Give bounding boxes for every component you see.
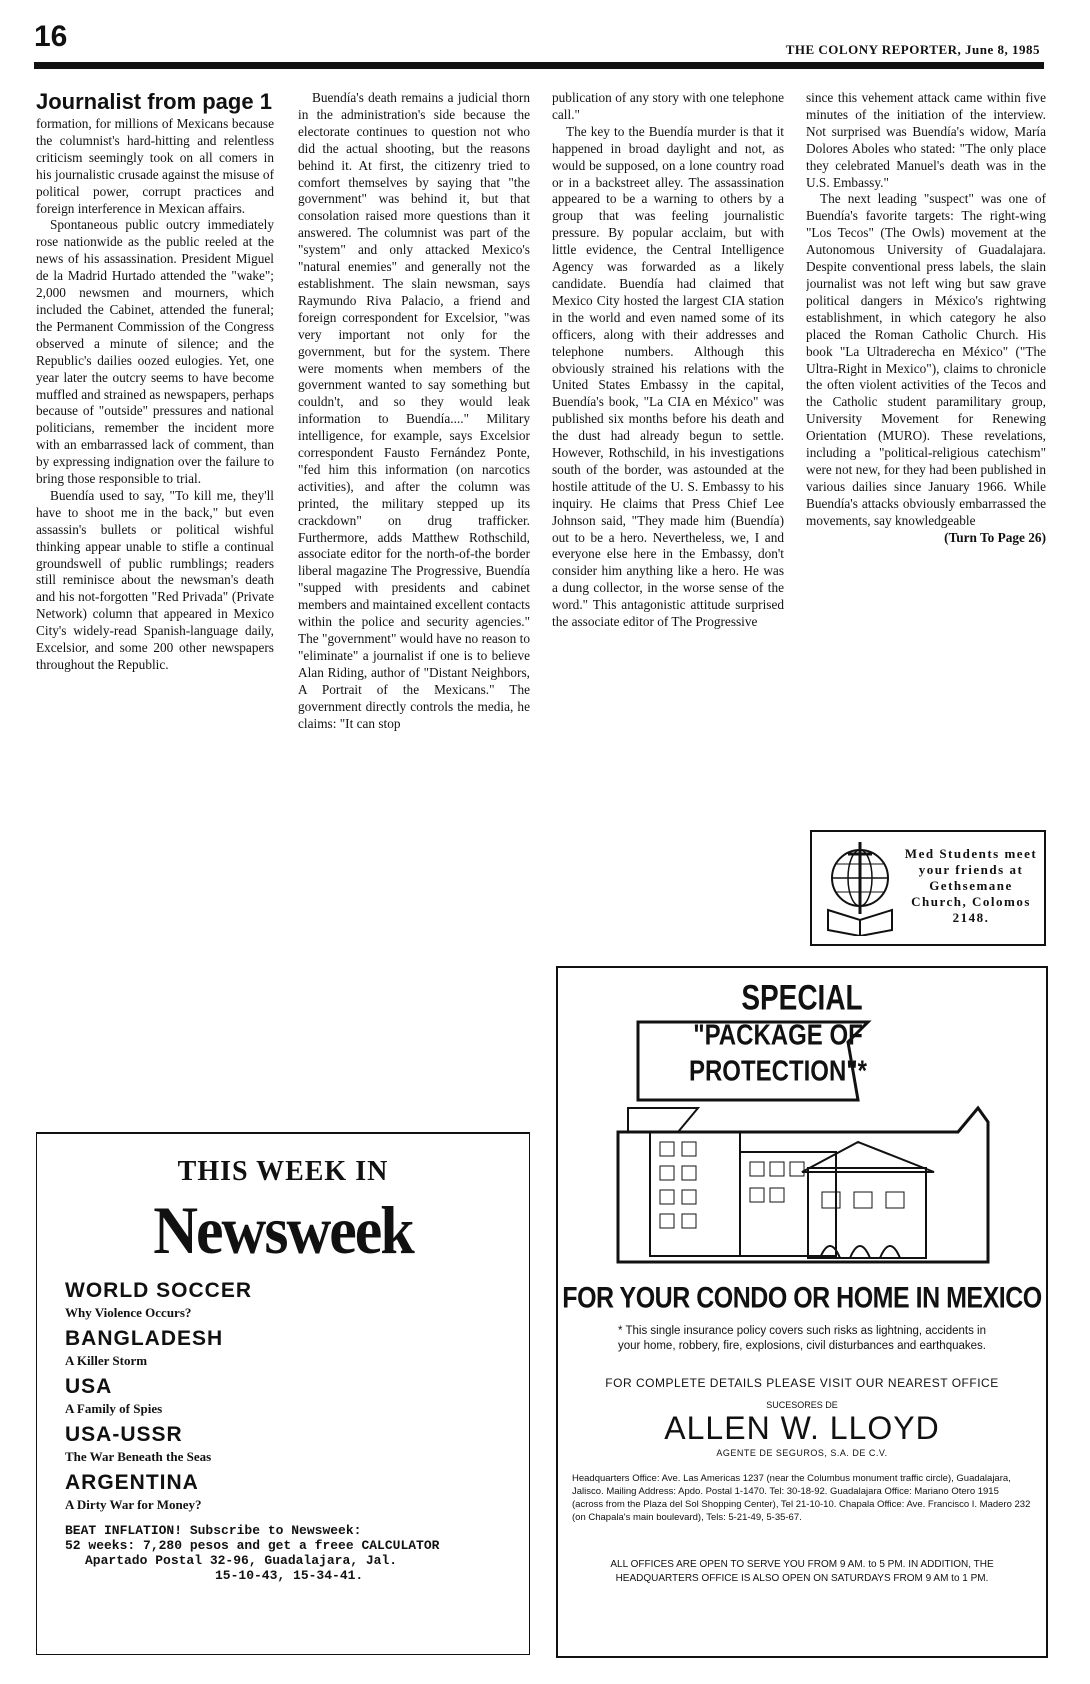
insurance-headline: FOR YOUR CONDO OR HOME IN MEXICO [562,1281,1042,1315]
newsweek-subscribe-line: 52 weeks: 7,280 pesos and get a freee CALCULATOR [65,1538,440,1553]
med-students-text: Med Students meet your friends at Gethsemane Church, Colomos 2148. [904,846,1038,925]
article-column-2 [298,90,530,1110]
newsweek-topic: USA [65,1375,113,1398]
insurance-company: ALLEN W. LLOYD [664,1410,940,1446]
insurance-ad [556,966,1048,1658]
insurance-offices: Headquarters Office: Ave. Las Americas 1237 (near the Columbus monument traffic circle), Guadalajara, Jalisco. Mailing Address: Apdo. Postal 1-1470. Tel: 30-18-92. Guadalajara Office: Mariano Otero 1915 (across from the Plaza del Sol Shopping Center), Tel 21-10-10. Chapala Office: Ave. Francisco I. Madero 232 (on Chapala's main boulevard), Tels: 5-21-49, 5-35-67. [572,1473,1031,1523]
publication-line: THE COLONY REPORTER, June 8, 1985 [785,42,1040,57]
globe-book-icon [820,840,900,936]
paragraph: publication of any story with one telephone call." [552,90,784,122]
insurance-special: SPECIAL [741,978,863,1017]
header-rule [34,62,1044,69]
article-column-4 [806,90,1046,810]
newsweek-subtopic: A Dirty War for Money? [65,1497,202,1512]
newsweek-topic: BANGLADESH [65,1327,224,1350]
newsweek-topic: USA-USSR [65,1423,183,1446]
insurance-policy: * This single insurance policy covers such risks as lightning, accidents in your home, robbery, fire, explosions, civil disturbances and earthquakes. [618,1325,986,1352]
paragraph: The key to the Buendía murder is that it happened in broad daylight and not, as would be supposed, on a lone country road or in a backstreet alley. The assassination appeared to be a warning to others by a group that was feeling journalistic pressure. By popular acclaim, but with little evidence, the Central Intelligence Agency was forwarded as a likely candidate. Buendía had claimed that Mexico City hosted the largest CIA station in the world and even named some of its officers, along with their addresses and telephone numbers. Although this obviously strained his relations with the United States Embassy in the capital, Buendía's book, "La CIA en México" was published six months before his death and the dust had already begun to settle. However, Rothschild, in his investigations south of the border, was astounded at the hostile attitude of the U. S. Embassy to his inquiry. He claims that Press Chief Lee Johnson said, "They made him (Buendía) out to be a hero. Nevertheless, we, I and everyone else here in the Embassy, don't consider him anything like a hero. He was a dung collector, in the worse sense of the word." This antagonistic attitude surprised the associate editor of The Progressive [552,123,784,630]
newsweek-subtopic: A Family of Spies [65,1401,163,1416]
article-column-1 [36,90,274,1110]
newsweek-subtopic: A Killer Storm [65,1353,148,1368]
med-students-ad [810,830,1046,946]
newsweek-subscribe-block [65,1523,529,1583]
paragraph: Spontaneous public outcry immediately rose nationwide as the public reeled at the news of his assassination. President Miguel de la Madrid Hurtado attended the "wake"; 2,000 newsmen and mourners, which included the Cabinet, attended the funeral; the Permanent Commission of the Congress observed a minute of silence; and the Republic's dailies oozed eulogies. Yet, one year later the outcry seems to have become muffled and strained as newspapers, perhaps because of "outside" pressures and national politicians, remember the incident more with an embarrassed lack of comment, than by expressing indignation over the failure to bring those responsible to trial. [36,217,274,487]
newsweek-subtopic: Why Violence Occurs? [65,1305,192,1320]
newsweek-topics [37,1267,529,1583]
newsweek-topic: ARGENTINA [65,1471,199,1494]
newsweek-ad [36,1132,530,1655]
paragraph: The next leading "suspect" was one of Buendía's favorite targets: The right-wing "Los Tecos" (The Owls) movement at the Autonomous University of Guadalajara. Despite conventional press labels, the slain journalist was not left wing but saw grave political dangers in México's rightwing establishment, in which category he also placed the Roman Catholic Church. His book "La Ultraderecha en México" ("The Ultra-Right in Mexico"), claims to chronicle the often violent activities of the Tecos and the Catholic student paramilitary group, University Movement for Renewing Orientation (MURO). These revelations, including a "political-religious catechism" were not new, for they had been published in various dailies since January 1966. While Buendía's attacks obviously embarrassed the movements, say knowledgeable [806,191,1046,528]
insurance-sucesores: SUCESORES DE [766,1400,838,1410]
newsweek-logo: Newsweek [153,1193,413,1269]
newsweek-intro: THIS WEEK IN [177,1156,389,1187]
newsweek-phones: 15-10-43, 15-34-41. [215,1568,364,1583]
paragraph: since this vehement attack came within five minutes of the initiation of the interview. Not surprised was Buendía's widow, María Dolores Aboles who stated: "The only place they celebrated Manuel's death was in the U.S. Embassy." [806,90,1046,190]
newsweek-topic: WORLD SOCCER [65,1279,252,1302]
newsweek-address: Apartado Postal 32-96, Guadalajara, Jal. [85,1553,398,1568]
paragraph: Buendía's death remains a judicial thorn in the administration's side because the electorate continues to question not who did the actual shooting, but the reasons behind it. At first, the citizenry tried to comfort themselves by saying that "the government" was behind it, but that consolation raised more questions than it answered. The columnist was part of the "system" and only attacked Mexico's "natural enemies" and generally not the establishment. The slain newsman, says Raymundo Riva Palacio, a friend and foreign correspondent for Excelsior, "was very important not only for the government, but for the system. There were moments when members of the government wanted to say something but couldn't, and so they would leak information to Buendía...." Military intelligence, for example, says Excelsior correspondent Fausto Fernández Ponte, "fed him this information (on narcotics activities), and after the column was printed, the military stepped up its crackdown" on drug trafficker. Furthermore, adds Matthew Rothschild, associate editor for the north-of-the border liberal magazine The Progressive, Buendía "supped with presidents and cabinet members and maintained excellent contacts within the police and security agencies." The "government" would have no reason to "eliminate" a journalist if one is to believe Alan Riding, author of "Distant Neighbors, A Portrait of the Mexicans." The government directly controls the media, he claims: "It can stop [298,90,530,731]
paragraph: formation, for millions of Mexicans because the columnist's hard-hitting and relentless criticism seemingly took on all comers in his journalistic crusade against the misuse of political power, corrupt practices and foreign interference in Mexican affairs. [36,116,274,216]
article-column-3 [552,90,784,950]
article-headline: Journalist from page 1 [36,90,272,114]
newsweek-subscribe-line: BEAT INFLATION! Subscribe to Newsweek: [65,1523,362,1538]
paragraph: Buendía used to say, "To kill me, they'll have to shoot me in the back," but even assassin's bullets or political wishful thinking appear unable to stifle a continual groundswell of public rumblings; readers still reminisce about the newsman's death and his not-forgotten "Red Privada" (Private Network) column that appeared in Mexico City's widely-read Spanish-language daily, Excelsior, and some 200 other newspapers throughout the Republic. [36,487,274,672]
insurance-details: FOR COMPLETE DETAILS PLEASE VISIT OUR NEAREST OFFICE [605,1376,999,1390]
continuation-note: (Turn To Page 26) [944,529,1046,545]
insurance-hours: ALL OFFICES ARE OPEN TO SERVE YOU FROM 9 AM. to 5 PM. IN ADDITION, THE HEADQUARTERS OFFICE IS ALSO OPEN ON SATURDAYS FROM 9 AM to 1 PM. [610,1559,994,1584]
page-number: 16 [34,20,68,53]
newsweek-subtopic: The War Beneath the Seas [65,1449,212,1464]
insurance-package-title: "PACKAGE OF PROTECTION"* [688,1019,868,1088]
insurance-agente: AGENTE DE SEGUROS, S.A. DE C.V. [716,1448,888,1458]
